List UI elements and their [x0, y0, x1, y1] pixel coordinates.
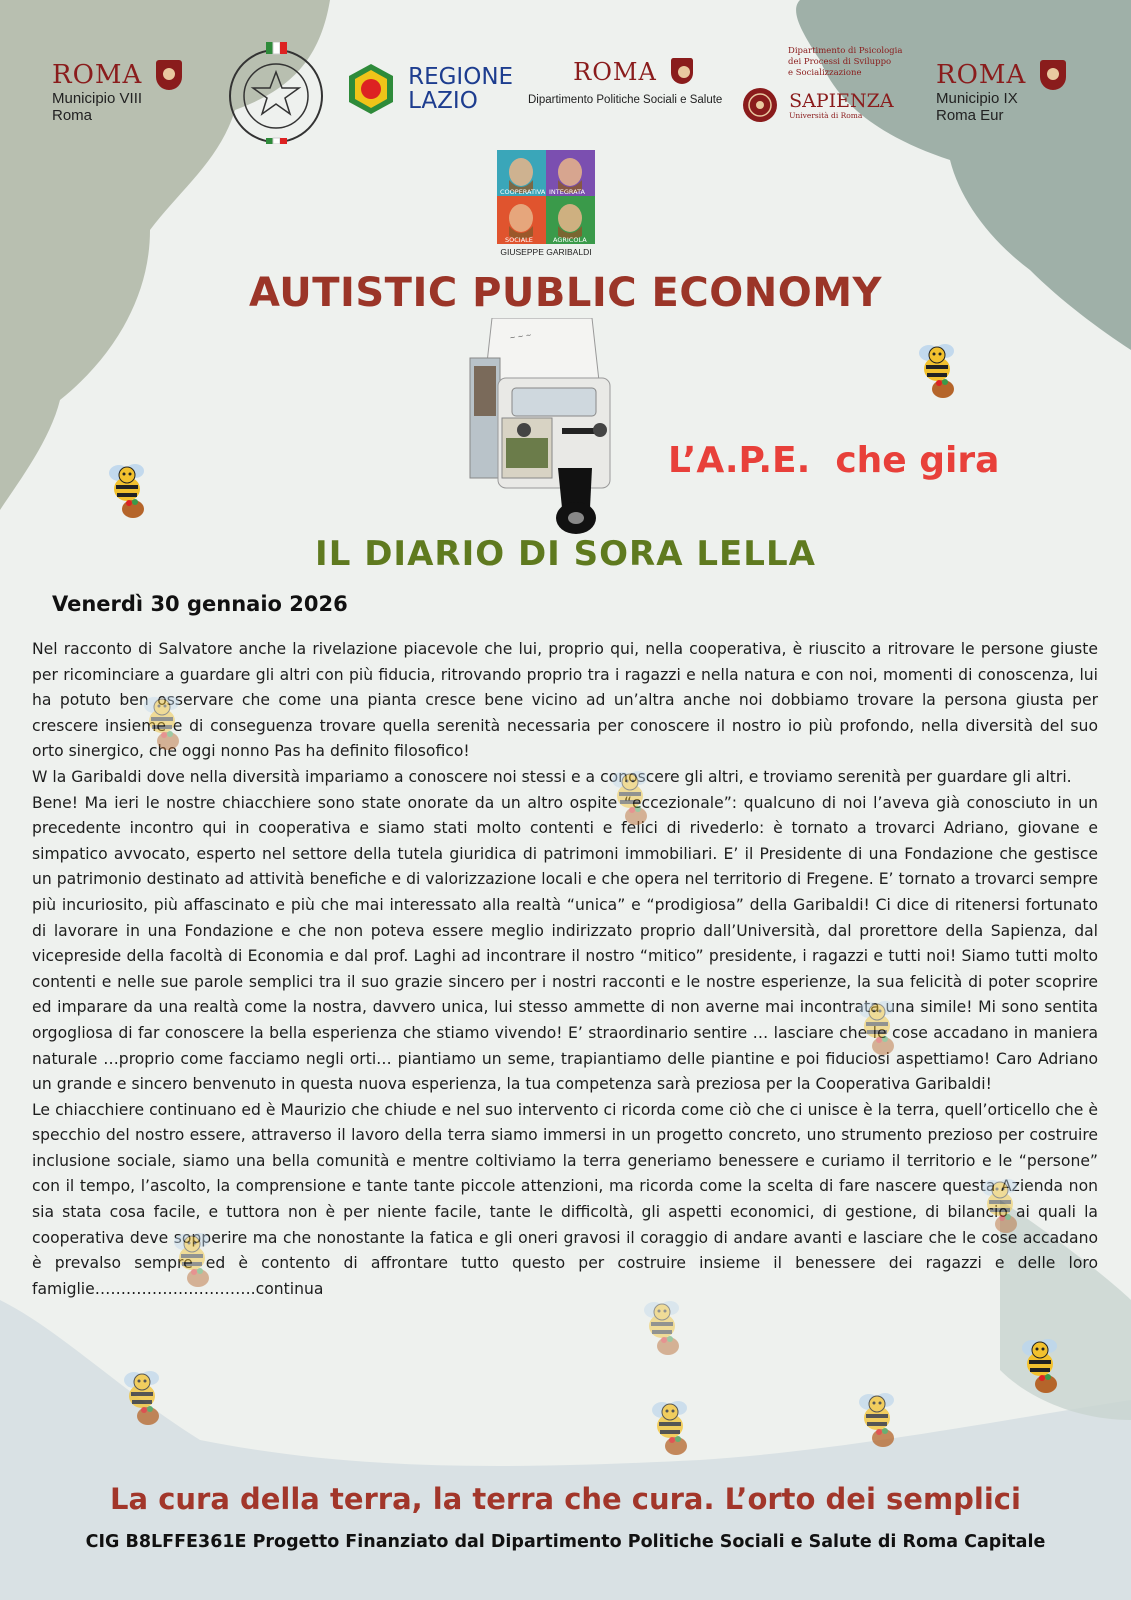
paragraph: Bene! Ma ieri le nostre chiacchiere sono state onorate da un altro ospite “eccezionale”: qualcuno di noi l’aveva già conosciuto in un precedente incontro qui in cooperativa e siamo stati molto contenti e felici di rivederlo: è tornato a trovarci Adriano, giovane e simpatico avvocato, esperto nel settore della tutela giuridica di patrimoni immobiliari. E’ il Presidente di una Fondazione che gestisce un patrimonio destinato ad attività benefiche e di valorizzazione locali e che opera nel territorio di Fregene. E’ tornato a trovarci sempre più incuriosito, più affascinato e più che mai interessato alla realtà “unica” e “prodigiosa” della Garibaldi! Ci dice di ritenersi fortunato di lavorare in una Fondazione e che non poteva essere meglio indirizzato proprio dall’Università, dal prorettore della Sapienza, dal vicepreside della facoltà di Economia e dal prof. Laghi ad incontrare il nostro “mitico” presidente, i ragazzi e tutti noi! Siamo tutti molto contenti e nelle sue parole semplici tra il suo grazie sincero per i nostri racconti e le nostre esperienze, la sua felicità di poter scoprire ed imparare da una realtà come la nostra, davvero unica, lui stesso ammette di non averne mai incontrata una simile! Mi sono sentita orgogliosa di far conoscere la bella esperienza che stiamo vivendo! E’ straordinario sentire … lasciare che le cose accadano in maniera naturale …proprio come facciamo negli orti… piantiamo un seme, trapiantiamo delle piantine e poi fiduciosi aspettiamo! Caro Adriano un grande e sincero benvenuto in questa nuova esperienza, la tua competenza sarà preziosa per la Cooperativa Garibaldi!: [32, 793, 1098, 1094]
dipartimento-caption: Dipartimento Politiche Sociali e Salute: [528, 94, 723, 106]
diary-date: Venerdì 30 gennaio 2026: [52, 592, 348, 616]
regione-line1: REGIONE: [408, 64, 514, 90]
slogan: La cura della terra, la terra che cura. L’orto dei semplici: [110, 1482, 1021, 1516]
roma-crest-icon: [671, 58, 693, 84]
emblem-icon: [222, 42, 330, 144]
municipio-line2: Roma: [52, 107, 93, 124]
roma-crest-icon: [156, 60, 182, 90]
ape-che-gira-label: L’A.P.E. che gira: [668, 440, 1000, 481]
bee-icon: [1018, 1338, 1068, 1398]
paragraph: Nel racconto di Salvatore anche la rivelazione piacevole che lui, proprio qui, nella cooperativa, è riuscito a ritrovare le persone giuste per ricominciare a guardare gli altri con più fiducia, ritrovando proprio tra i ragazzi e nella natura e con noi, momenti di conoscenza, lui ha potuto ben osservare che come una pianta cresce bene vicino ad un’altra anche noi dobbiamo trovare la persona giusta per crescere insieme e di conseguenza trovare quella serenità necessaria per conoscere il nostro io più profondo, nella diversità del suo orto sinergico, che oggi nonno Pas ha definito filosofico!: [32, 640, 1098, 761]
municipio-line1: Municipio IX: [936, 90, 1018, 107]
garibaldi-caption: GIUSEPPE GARIBALDI: [500, 247, 592, 257]
roma-dipartimento-logo: [528, 58, 738, 106]
bee-icon: [640, 1300, 690, 1360]
lazio-crest-icon: [345, 62, 397, 116]
regione-line2: LAZIO: [408, 88, 478, 114]
word-sociale: SOCIALE: [505, 236, 533, 244]
page-title: AUTISTIC PUBLIC ECONOMY: [248, 270, 882, 316]
word-agricola: AGRICOLA: [553, 236, 587, 244]
sapienza-dept1: Dipartimento di Psicologia: [788, 46, 903, 56]
cooperativa-garibaldi-logo: [497, 150, 595, 257]
roma-wordmark: ROMA: [936, 60, 1027, 90]
sapienza-seal-icon: [742, 87, 778, 123]
paragraph: Le chiacchiere continuano ed è Maurizio che chiude e nel suo intervento ci ricorda come ciò che ci unisce è la terra, quell’orticello che è specchio del nostro essere, attraverso il lavoro della terra siamo immersi in un progetto concreto, uno strumento prezioso per costruire inclusione sociale, siamo una bella comunità e mentre coltiviamo la terra generiamo benessere e curiamo il territorio e le “persone” con il tempo, l’ascolto, la comprensione e tante tante piccole attenzioni, ma ricorda come la scelta di fare nascere questa Azienda non sia stata cosa facile, e tuttora non è per niente facile, tante le difficoltà, gli aspetti economici, di gestione, di bilancio ai quali la cooperativa deve sopperire ma che nonostante la fatica e gli oneri gravosi il coraggio di andare avanti e lasciare che le cose accadano è prevalso sempre ed è contento di affrontare tutto questo per costruire insieme il benessere dei ragazzi e delle loro famiglie………………………….continua: [32, 1100, 1098, 1298]
roma-municipio-ix-logo: [936, 60, 1066, 124]
municipio-line1: Municipio VIII: [52, 90, 143, 107]
municipio-line2: Roma Eur: [936, 107, 1004, 124]
sapienza-logo: [742, 46, 922, 123]
bee-icon: [105, 463, 155, 523]
word-integrata: INTEGRATA: [549, 188, 586, 196]
regione-lazio-logo: [345, 62, 513, 116]
bee-icon: [855, 1392, 905, 1452]
roma-wordmark: ROMA: [573, 58, 657, 86]
bee-icon: [648, 1400, 698, 1460]
bee-icon: [170, 1232, 220, 1292]
word-cooperativa: COOPERATIVA: [500, 188, 546, 196]
sapienza-dept3: e Socializzazione: [788, 68, 862, 78]
sapienza-name: SAPIENZA: [789, 89, 894, 112]
presidenza-consiglio-emblem: [222, 42, 330, 148]
svg-text:~ ~ ~: ~ ~ ~: [509, 330, 533, 342]
roma-crest-icon: [1040, 60, 1066, 90]
garibaldi-portraits-icon: [497, 150, 595, 244]
diary-body: [32, 637, 1098, 1302]
funding-line: CIG B8LFFE361E Progetto Finanziato dal Dipartimento Politiche Sociali e Salute di Roma Capitale: [85, 1532, 1046, 1552]
roma-wordmark: ROMA: [52, 60, 143, 90]
bee-icon: [120, 1370, 170, 1430]
roma-municipio-viii-logo: [52, 60, 182, 124]
bee-icon: [978, 1178, 1028, 1238]
ape-vehicle-image: [462, 318, 622, 538]
sapienza-dept2: dei Processi di Sviluppo: [788, 57, 892, 67]
bee-icon: [855, 1000, 905, 1060]
sapienza-sub: Università di Roma: [789, 110, 863, 120]
paragraph: W la Garibaldi dove nella diversità impariamo a conoscere noi stessi e a conoscere gli altri, e troviamo serenità per guardare gli altri.: [32, 767, 1072, 786]
diary-title: IL DIARIO DI SORA LELLA: [315, 534, 816, 574]
bee-icon: [608, 770, 658, 830]
bee-icon: [915, 343, 965, 403]
bee-icon: [140, 695, 190, 755]
